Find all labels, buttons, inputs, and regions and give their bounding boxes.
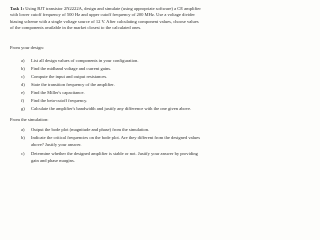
simulation-item-marker: b) <box>21 135 25 140</box>
simulation-item-c-line-1: Determine whether the designed amplifier is stable or not. Justify your answer by providing <box>31 151 198 156</box>
design-item-marker: c) <box>21 74 25 79</box>
simulation-item-b-line-1: Indicate the critical frequencies on the bode plot. Are they different from the designed values <box>31 135 200 140</box>
simulation-item-marker: a) <box>21 127 25 132</box>
design-item-f: Find the beta-cutoff frequency. <box>31 98 88 103</box>
design-item-b: Find the midband voltage and current gains. <box>31 66 112 71</box>
simulation-item-b-line-2: above? Justify your answer. <box>31 142 82 147</box>
task-line-3: biasing scheme with a single voltage source of 12 V. After calculating component values, choose values <box>10 18 199 24</box>
simulation-section-heading: From the simulation: <box>10 117 49 122</box>
design-item-marker: a) <box>21 58 25 63</box>
design-item-marker: f) <box>21 98 25 103</box>
task-line-2: with lower cutoff frequency of 500 Hz and upper cutoff frequency of 200 MHz. Use a voltage divider <box>10 12 195 18</box>
design-section-heading: From your design: <box>10 45 44 50</box>
design-item-d: State the transition frequency of the amplifier. <box>31 82 115 87</box>
design-item-e: Find the Miller's capacitance. <box>31 90 85 95</box>
task-title: Task 1: <box>10 6 25 11</box>
task-paragraph <box>10 6 278 32</box>
design-item-c: Compute the input and output resistances. <box>31 74 108 79</box>
simulation-item-a: Output the bode plot (magnitude and phase) from the simulation. <box>31 127 150 132</box>
task-line-4: of the components available in the market closest to the calculated ones. <box>10 25 142 31</box>
design-item-g: Calculate the amplifier's bandwidth and justify any difference with the one given above. <box>31 106 192 111</box>
design-item-marker: g) <box>21 106 25 111</box>
simulation-item-c-line-2: gain and phase margins. <box>31 158 75 163</box>
task-line-1-text: Using BJT transistor 2N2222A, design and simulate (using appropriate software) a CE amplifier <box>25 6 201 11</box>
design-item-a: List all design values of components in your configuration. <box>31 58 139 63</box>
design-item-marker: b) <box>21 66 25 71</box>
design-item-marker: d) <box>21 82 25 87</box>
simulation-item-marker: c) <box>21 151 25 156</box>
design-item-marker: e) <box>21 90 25 95</box>
